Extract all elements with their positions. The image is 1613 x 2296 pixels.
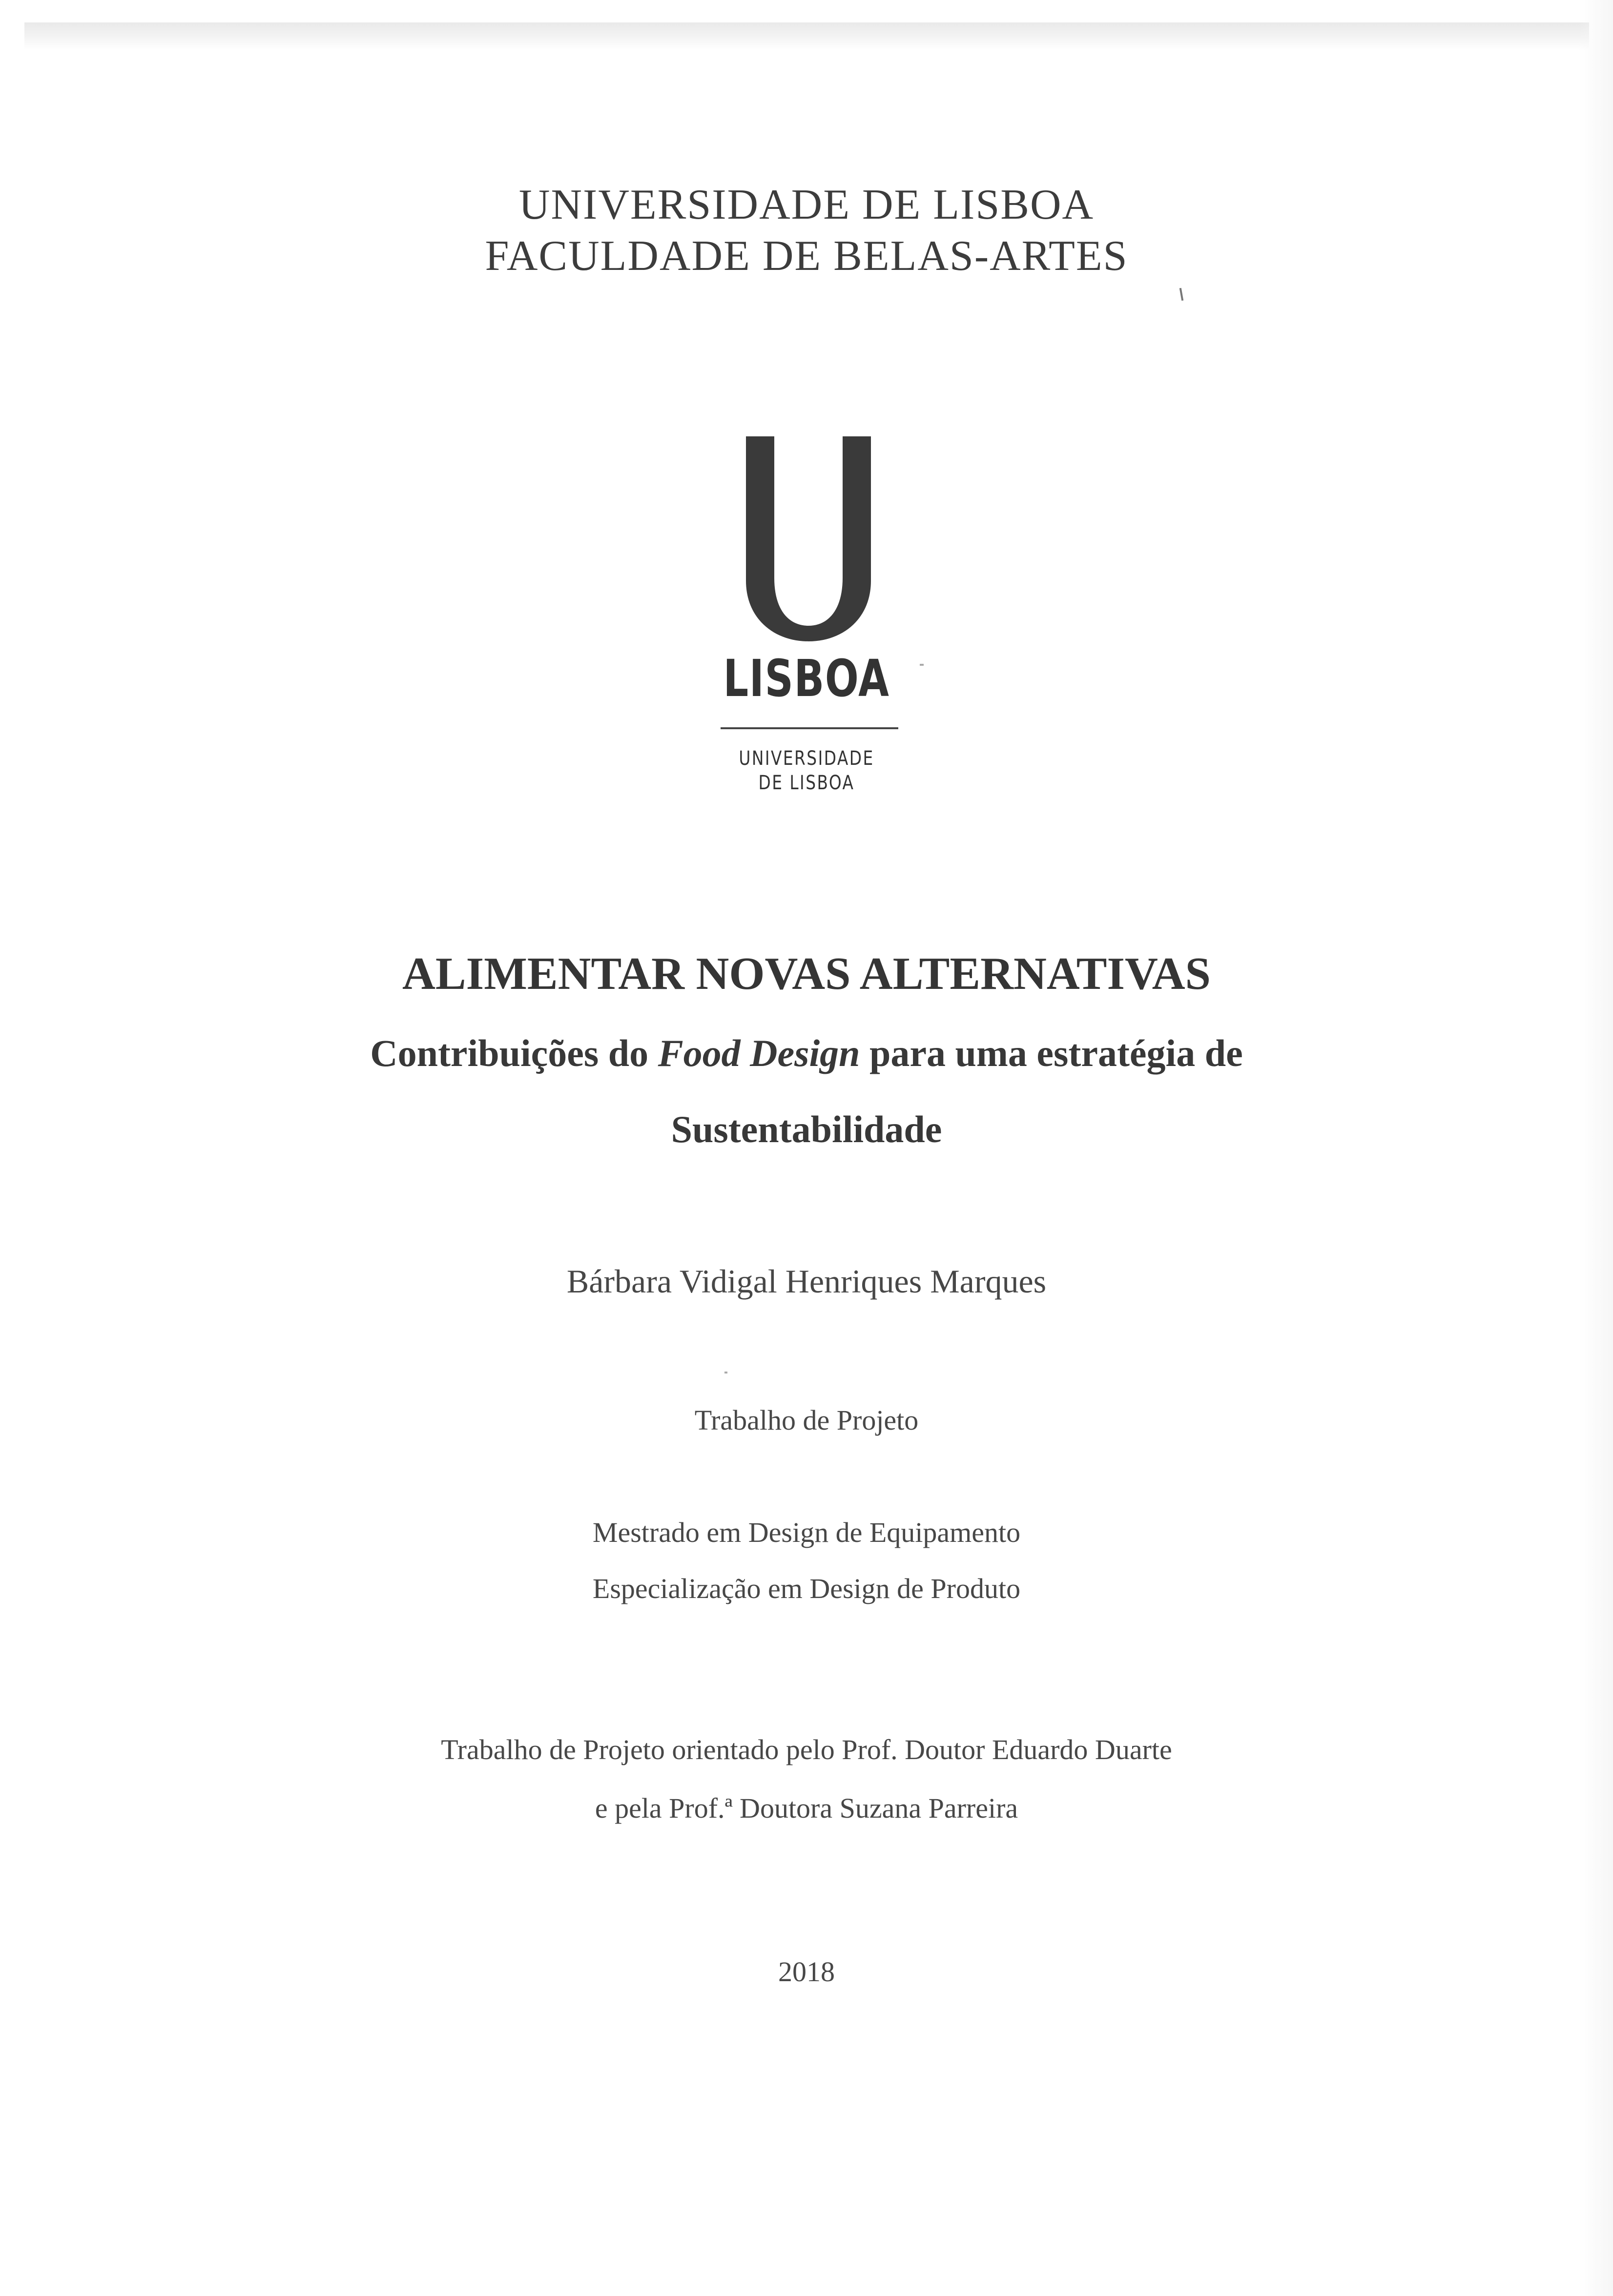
logo-wordmark: LISBOA (723, 649, 890, 708)
work-type: Trabalho de Projeto (694, 1404, 919, 1436)
degree-specialization: Especialização em Design de Produto (592, 1573, 1021, 1604)
supervision-line2: e pela Prof.ª Doutora Suzana Parreira (595, 1792, 1018, 1824)
u-lisboa-logo-icon (746, 436, 871, 641)
thesis-title: ALIMENTAR NOVAS ALTERNATIVAS (402, 948, 1211, 999)
thesis-subtitle-line1 (0, 1030, 1613, 1077)
scan-mark (1179, 288, 1183, 301)
logo-divider (721, 727, 898, 729)
subtitle-prefix: Contribuições do (370, 1032, 658, 1074)
subtitle-suffix: para uma estratégia de (860, 1032, 1243, 1074)
supervision-line1: Trabalho de Projeto orientado pelo Prof. Doutor Eduardo Duarte (441, 1734, 1172, 1765)
scan-speck (920, 664, 924, 666)
degree-master: Mestrado em Design de Equipamento (592, 1517, 1021, 1548)
logo-subtitle-line2: DE LISBOA (758, 772, 855, 794)
publication-year: 2018 (778, 1956, 835, 1988)
scan-shadow-top (24, 22, 1589, 50)
thesis-subtitle-line2: Sustentabilidade (671, 1108, 942, 1150)
logo-subtitle-line1: UNIVERSIDADE (739, 747, 874, 770)
faculty-name: FACULDADE DE BELAS-ARTES (485, 232, 1128, 280)
university-name: UNIVERSIDADE DE LISBOA (518, 181, 1095, 228)
author-name: Bárbara Vidigal Henriques Marques (566, 1263, 1047, 1300)
scan-speck (724, 1372, 727, 1374)
subtitle-emphasis: Food Design (658, 1032, 860, 1074)
